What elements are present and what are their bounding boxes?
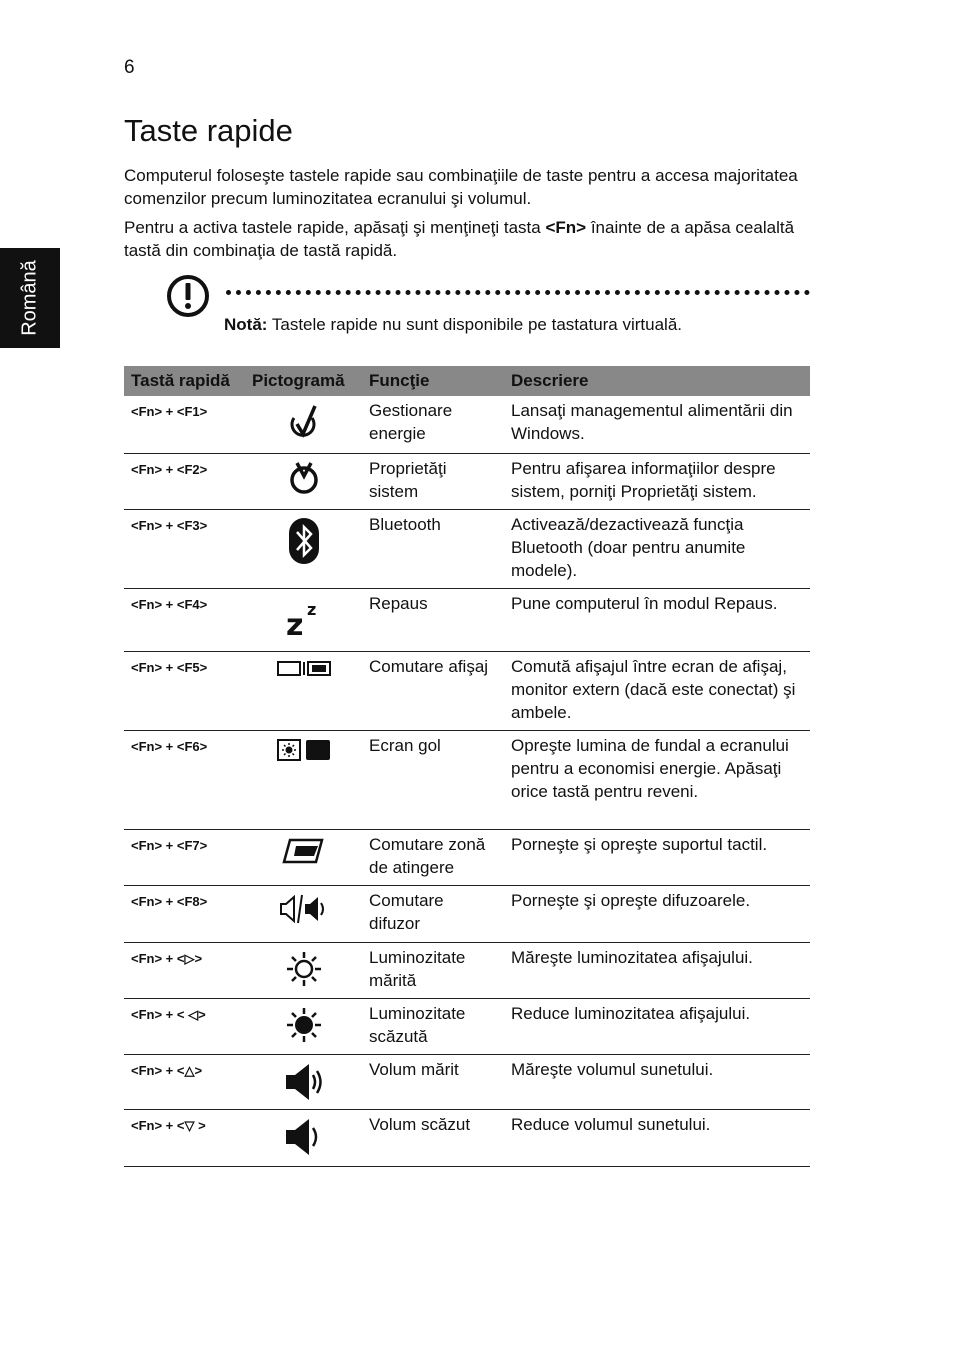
hotkey-cell: <Fn> + <▽ >: [124, 1109, 245, 1166]
header-icon: Pictogramă: [245, 366, 362, 396]
hotkey-cell: <Fn> + <▷>: [124, 942, 245, 998]
note-body: Tastele rapide nu sunt disponibile pe tastatura virtuală.: [267, 315, 683, 334]
description-cell: Pentru afişarea informaţiilor despre sistem, porniţi Proprietăţi sistem.: [504, 453, 810, 509]
description-cell: Măreşte luminozitatea afişajului.: [504, 942, 810, 998]
function-cell: Proprietăţi sistem: [362, 453, 504, 509]
power-management-icon: [287, 402, 321, 442]
note-label: Notă:: [224, 315, 268, 334]
svg-text:z: z: [285, 607, 303, 639]
exclamation-icon: [166, 274, 210, 318]
note-text: [224, 315, 682, 335]
function-cell: Volum mărit: [362, 1054, 504, 1109]
function-cell: Comutare difuzor: [362, 885, 504, 942]
description-cell: Opreşte lumina de fundal a ecranului pentru a economisi energie. Apăsaţi orice tastă pentru reveni.: [504, 730, 810, 829]
table-row: [124, 1054, 810, 1109]
bluetooth-icon: [287, 516, 321, 566]
display-toggle-icon: [276, 658, 332, 678]
brightness-up-icon: [284, 949, 324, 989]
function-cell: Comutare zonă de atingere: [362, 829, 504, 885]
hotkey-cell: <Fn> + <△>: [124, 1054, 245, 1109]
sleep-icon: [284, 595, 324, 639]
svg-text:z: z: [306, 599, 316, 619]
note-divider: [226, 290, 810, 295]
touchpad-toggle-icon: [282, 836, 326, 866]
description-cell: Măreşte volumul sunetului.: [504, 1054, 810, 1109]
table-row: [124, 998, 810, 1054]
description-cell: Porneşte şi opreşte suportul tactil.: [504, 829, 810, 885]
fn-instruction-paragraph: [124, 216, 814, 262]
table-row: [124, 885, 810, 942]
table-row: [124, 588, 810, 651]
brightness-down-icon: [284, 1005, 324, 1045]
hotkey-cell: <Fn> + <F4>: [124, 588, 245, 651]
fn-key-label: <Fn>: [545, 218, 587, 237]
table-row: [124, 1109, 810, 1166]
hotkey-cell: <Fn> + <F8>: [124, 885, 245, 942]
language-side-tab: [0, 248, 60, 348]
table-row: [124, 942, 810, 998]
speaker-toggle-icon: [279, 892, 329, 926]
description-cell: Activează/dezactivează funcţia Bluetooth (doar pentru anumite modele).: [504, 509, 810, 588]
description-cell: Comută afişajul între ecran de afişaj, monitor extern (dacă este conectat) şi ambele.: [504, 651, 810, 730]
table-row: [124, 651, 810, 730]
hotkey-cell: <Fn> + <F2>: [124, 453, 245, 509]
hotkey-cell: <Fn> + <F6>: [124, 730, 245, 829]
function-cell: Luminozitate scăzută: [362, 998, 504, 1054]
intro-paragraph: Computerul foloseşte tastele rapide sau combinaţiile de taste pentru a accesa majoritatea comenzilor precum luminozitatea ecranului şi volumul.: [124, 166, 798, 208]
table-row: [124, 829, 810, 885]
function-cell: Ecran gol: [362, 730, 504, 829]
hotkey-cell: <Fn> + <F1>: [124, 396, 245, 453]
function-cell: Volum scăzut: [362, 1109, 504, 1166]
function-cell: Repaus: [362, 588, 504, 651]
header-description: Descriere: [504, 366, 810, 396]
description-cell: Porneşte şi opreşte difuzoarele.: [504, 885, 810, 942]
hotkey-cell: <Fn> + < ◁>: [124, 998, 245, 1054]
table-row: [124, 396, 810, 453]
description-cell: Lansaţi managementul alimentării din Windows.: [504, 396, 810, 453]
description-cell: Reduce luminozitatea afişajului.: [504, 998, 810, 1054]
header-hotkey: Tastă rapidă: [124, 366, 245, 396]
hotkey-cell: <Fn> + <F3>: [124, 509, 245, 588]
instruction-text-end: înainte de a apăsa cealaltă tastă din combinaţia de tastă rapidă.: [124, 218, 795, 260]
function-cell: Comutare afişaj: [362, 651, 504, 730]
table-row: [124, 509, 810, 588]
screen-blank-icon: [276, 737, 332, 763]
volume-up-icon: [283, 1061, 325, 1103]
instruction-text-start: Pentru a activa tastele rapide, apăsaţi şi menţineţi tasta: [124, 218, 546, 237]
header-function: Funcţie: [362, 366, 504, 396]
hotkey-cell: <Fn> + <F5>: [124, 651, 245, 730]
description-cell: Pune computerul în modul Repaus.: [504, 588, 810, 651]
page-number: 6: [124, 57, 135, 78]
volume-down-icon: [283, 1116, 325, 1158]
hotkey-cell: <Fn> + <F7>: [124, 829, 245, 885]
table-header-row: [124, 366, 810, 396]
table-row: [124, 453, 810, 509]
function-cell: Gestionare energie: [362, 396, 504, 453]
table-row: [124, 730, 810, 829]
page-title: Taste rapide: [124, 113, 293, 148]
function-cell: Bluetooth: [362, 509, 504, 588]
hotkey-table: [124, 366, 810, 1167]
function-cell: Luminozitate mărită: [362, 942, 504, 998]
description-cell: Reduce volumul sunetului.: [504, 1109, 810, 1166]
language-label: Română: [18, 260, 41, 336]
system-properties-icon: [287, 460, 321, 496]
